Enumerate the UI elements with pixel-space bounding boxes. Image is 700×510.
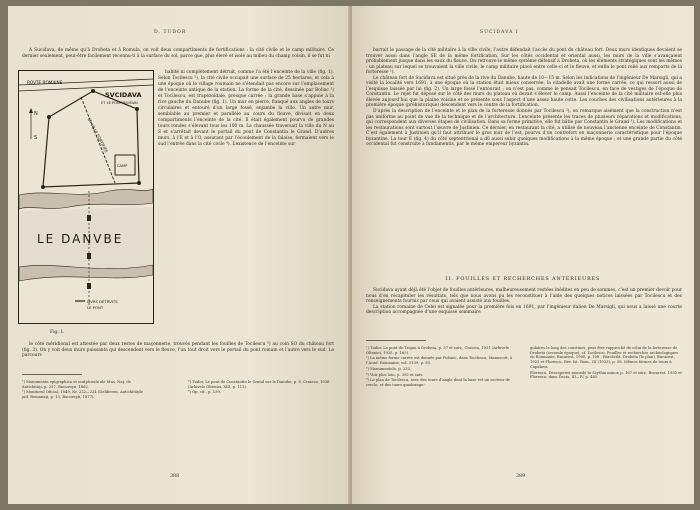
section-heading: II. FOUILLES ET RECHERCHES ANTÉRIEURES [445, 276, 601, 282]
paragraph: La station romaine de Celei est signalée pour la première fois en 1691, par l’ingénieur italien De Marsigli, qui nous a laissé une courte description accompagnée d’une esquisse sommaire [366, 304, 682, 316]
footnote: Florescu, Descoperiri monede în Scythia minor, p. 167 et suiv., Bucarest, 1932 et Florescu, dans Dacia, III—IV, p. 465. [530, 370, 682, 380]
camp-label: CAMP [117, 164, 128, 168]
left-page [8, 6, 350, 504]
footnote: ²) La même forme carrée est donnée par Polonic, dans Tocilescu, Manuscrit, à l’Acad. Roumaine, vol. 5139, p. 83. [366, 356, 513, 366]
figure-caption: Fig. 1. [50, 330, 65, 335]
north-label: N [34, 111, 38, 117]
footnote-rule [366, 340, 426, 341]
river-label: LE DANVBE [37, 232, 124, 246]
intro-paragraph: A Sucidava, de même qu’à Drobeta et à Romula, on voit deux compartiments de fortifications : la cité civile et le camp militaire. Ce dernier seulement, peut-être facilement reconnu-ti à la surface du sol, parce que, plus élevé et isolé au milieu du champ voisin, il se fut ni [22, 48, 334, 59]
map-title: SVCIDAVA [105, 91, 142, 99]
footnote: ⁴) Voir plus loin, p. 392 et suiv. [366, 372, 424, 377]
paragraph: D’après la description de l’enceinte et le plan de la forteresse donnés par Tocilescu ²), on remarque aisément que la construction n’est pas uniforme au point de vue de la technique et de l’architecture. L’enceinte présente les traces de plusieurs réparations et modifications, qui correspondent aux diverses étapes de civilisation. Dans sa forme primitive, elle fut bâtie par Constantin le Grand ³). Les modifications et les restaurations sont surtout l’œuvre de Justinien. Ce dernier, en restaurant la cité, a utilisé de nouveau l’ancienne enceinte de Constantin. C’est également à Justinien qu’il faut attribuer le gros mur de l’est, pourvu d’un contrefort en maçonnerie caractéristique pour l’époque byzantine. La tour E (fig. 4) du côté septentrional a dû aussi subir quelques modifications à la même époque ; et une grande partie du côté occidental fut construite à fundamentis, par le même empereur byzantin. [366, 109, 682, 148]
figure-1-map [18, 70, 154, 324]
footnotes-left-page [22, 380, 334, 460]
footnote: ²) Monitorul Oficial, 1849, Nr. 222—224 (Deliberen. Antichităţile jud. Romanaţi, p. 13, Bucureşti, 1877). [22, 390, 144, 400]
wall-label: LA VILLE FORTIFIÉE [86, 116, 110, 154]
footnote: ⁴) Op. cit., p. 139. [188, 390, 221, 395]
footnote: ¹) Monumenta epigraphica et sculptorala ale Mus. Naţ. de Antichităţi, p. 257, Bucureşti, 1862. [22, 380, 131, 389]
city-wall [43, 91, 139, 187]
footnote: ³) Tudor, Le pont de Constantin le Grand sur le Danube, p. 8, Craiova, 1936 (Arhivele Olteniei, XIII, p. 112). [188, 380, 330, 389]
running-head-right: SUCIDAVA I [480, 30, 519, 35]
paragraph: barrait le passage de la cité militaire à la ville civile, l’autre défendait l’accès du pont du château fort. Deux murs identiques devaient se trouver aussi dans l’angle SE de la même fortification. Sur les côtés occidental et oriental aussi, les murs de la ville s’avançaient probablement jusque dans les eaux du fleuve. On retrouve le même système défensif à Drobeta, où les éléments stratégiques sont les mêmes : un plateau sur lequel se trouvaient la ville civile, le camp militaire placé entre celle-ci et le fleuve, et enfin le pont relié aux remparts de la forteresse ¹). [366, 48, 682, 76]
north-arrow-icon [29, 108, 33, 113]
paragraph: Le château fort de Sucidava est situé près de la rive du Danube, haute de 10—15 m. Selon les indications de l’ingénieur De Marsigli, qui a visité la localité vers 1691, à une époque où la station était mieux conservée, la citadelle avait une forme carrée, ce qui ressort aussi de l’esquisse laissée par lui (fig. 2). Un large fossé l’entourait ; on n’est pas, comme le pensait Tocilescu, en face de vestiges de l’époque de Constantin. Le rejet fut déposé sur le côté des murs du plateau où devait s’élever le camp. Aussi l’enceinte de la cité militaire est-elle plus élevée aujourd’hui que la plaine voisine et se présente sous l’aspect d’une assez haute cotte. Les couches des civilisations antérieures à la première époque (préhistorique) descendent vers le centre de la fortification. [366, 75, 682, 109]
legend-label: MVRS DÉTRVITS [87, 299, 118, 304]
footnote: ³) Monumentele, p. 233. [366, 366, 412, 371]
side-paragraph: habité ni complètement détruit, comme l’a été l’enceinte de la ville (fig. 1). Selon Tocilescu ²), la cité civile occupait une surface de 25 hectares, et cela à une époque où le village roumain ne s’étendait pas encore sur l’emplacement de l’enceinte antique de la station. La forme de la cité, dessinée par Boliac ³) et Tocilescu, est trapézoïdale, presque carrée ; la grande base s’appuie à la rive gauche du Danube (fig. 1). Un mur en pierre, flanqué aux angles de tours circulaires et entouré d’un large fossé, enjambe la ville. Un autre mur, semblable au premier et parallèle au cours du fleuve, divisait en deux compartiments l’enceinte de la cité. Il était également pourvu de grandes tours rondes s’élevant tous les 100 m. La chaussée traversait la ville du N au S et s’arrêtait devant le portail du pont de Constantin le Grand. D’autres murs, à l’E et à l’O, assurant par l’écoulement de la falaise, fermaient vers le sud l’entrée dans la cité civile ⁴). L’existence de l’enceinte sur [158, 70, 334, 147]
bridge-pier-icon [87, 215, 91, 221]
page-number-left: 388 [170, 474, 180, 479]
south-label: S [34, 135, 38, 141]
footnotes-right-page [366, 346, 682, 466]
river-bank [19, 189, 153, 209]
right-section-text [366, 288, 682, 316]
footnote: gulaires le long des courtines, peut être rapproché de celui de la forteresse de Drobeta (seconde époque), cf. Tocilescu, Fouilles et recherches archéologiques en Roumanie, Bucarest, 1900, p. 108 ; Bărcăcilă, Drobeta (le plan), Bucarest, 1923 et Florescu, Rev. Ist. Rom., III (1933), p. 58. Mêmes formes de tours à Capidava. [530, 346, 679, 369]
right-page [352, 6, 694, 504]
footnote: ⁵) Le plan de Tocilescu, avec des tours d’angle dont la base est un secteur de cercle, et des tours quadrangu- [366, 378, 511, 387]
footnote: ¹) Tudor, Le pont de Trajan à Drobeta, p. 37 et suiv., Craiova, 1931 (Arhivele Olteniei, 1935, p. 165). [366, 346, 509, 355]
right-body-text [366, 48, 682, 148]
bottom-paragraph: le côté méridional est attestée par deux restes de maçonnerie, trouvés pendant les fouilles de Tocilescu ⁵) au coin SO du château fort (fig. 3). On y voit deux murs puissants qui descendent vers le fleuve, l’un tout droit vers le portail du pont romain et l’autre vers le sud. Le parcours [22, 342, 334, 359]
paragraph: Sucidava ayant déjà été l’objet de fouilles antérieures, malheureusement restées inédites en peu de sommes, c’est un premier devoir pour nous d’en récapituler les résultats, tels que nous avons pu les reconstituer à l’aide des quelques notices laissées par Tocilescu et des renseignements fournis par ceux qui avaient assisté aux fouilles. [366, 288, 682, 305]
footnote-rule [22, 374, 82, 375]
book-spread [8, 6, 694, 504]
running-head-left: D. TUDOR [154, 30, 187, 35]
page-number-right: 389 [516, 474, 526, 479]
tower-icon [47, 115, 51, 119]
map-subtitle: ET LE PONT ROMAIN [101, 101, 138, 105]
road-label: ROVTE ROMAINE [27, 80, 63, 85]
legend-label-2: LE PONT [87, 305, 104, 310]
